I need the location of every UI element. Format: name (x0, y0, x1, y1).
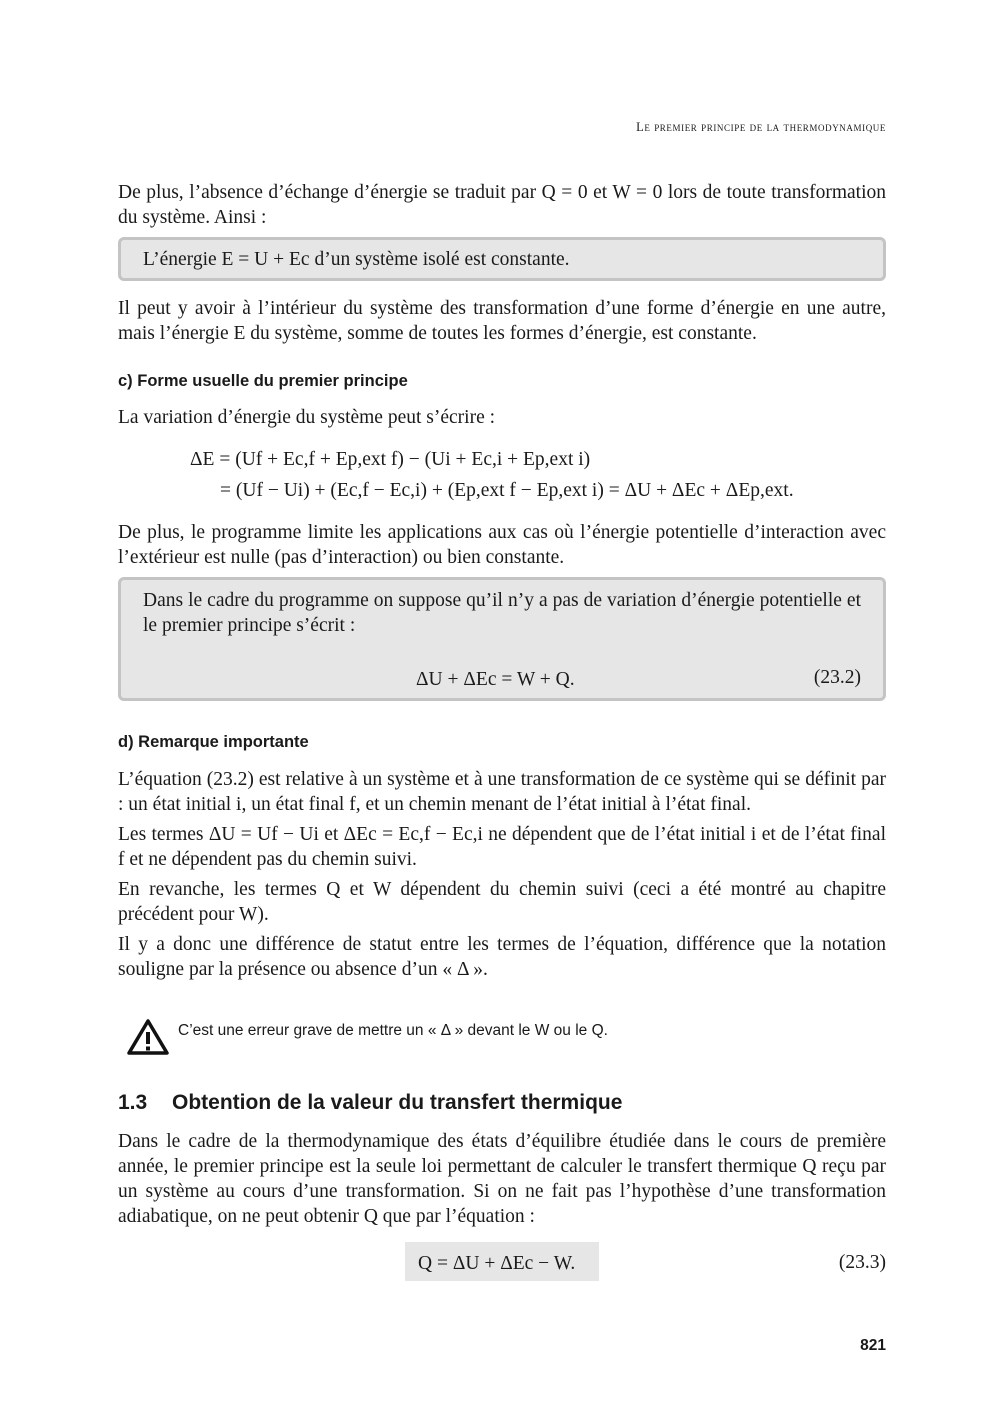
highlight-box-isolated-energy (118, 237, 886, 281)
equation-number-23-3: (23.3) (838, 1252, 886, 1273)
paragraph-path-dependent: En revanche, les termes Q et W dépendent du chemin suivi (ceci a été montré au chapitre précédent pour W). (118, 879, 886, 925)
paragraph-program-limits: De plus, le programme limite les applications aux cas où l’énergie potentielle d’interaction avec l’extérieur est nulle (pas d’interaction) ou bien constante. (118, 522, 886, 568)
section-title: Obtention de la valeur du transfert thermique (172, 1091, 623, 1114)
equation-delta-e-line-2: = (Uf − Ui) + (Ec,f − Ec,i) + (Ep,ext f − Ep,ext i) = ΔU + ΔEc + ΔEp,ext. (220, 480, 794, 501)
equation-number-23-2: (23.2) (813, 667, 861, 688)
paragraph-energy-transformation: Il peut y avoir à l’intérieur du système des transformation d’une forme d’énergie en une autre, mais l’énergie E du système, somme de toutes les formes d’énergie, est constante. (118, 298, 886, 344)
warning-text: C’est une erreur grave de mettre un « Δ » devant le W ou le Q. (178, 1022, 608, 1039)
paragraph-equation-relative: L’équation (23.2) est relative à un système et à une transformation de ce système qui se définit par : un état initial i, un état final f, et un chemin menant de l’état initial à l’état final. (118, 769, 886, 815)
section-d-title: d) Remarque importante (118, 733, 309, 751)
section-c-title: c) Forme usuelle du premier principe (118, 372, 408, 390)
equation-delta-e-line-1: ΔE = (Uf + Ec,f + Ep,ext f) − (Ui + Ec,i + Ep,ext i) (190, 449, 591, 470)
paragraph-state-functions: Les termes ΔU = Uf − Ui et ΔEc = Ec,f − Ec,i ne dépendent que de l’état initial i et de l’état final f et ne dépendent pas du chemin suivi. (118, 824, 886, 870)
paragraph-heat-transfer: Dans le cadre de la thermodynamique des états d’équilibre étudiée dans le cours de première année, le premier principe est la seule loi permettant de calculer le transfert thermique Q reçu par un système au cours d’une transformation. Si on ne fait pas l’hypothèse d’une transformation adiabatique, on ne peut obtenir Q que par l’équation : (118, 1131, 886, 1227)
highlight-box-first-principle (118, 577, 886, 701)
first-principle-statement: Dans le cadre du programme on suppose qu’il n’y a pas de variation d’énergie potentielle et le premier principe s’écrit : (143, 590, 861, 636)
section-1-3-heading (118, 1091, 622, 1115)
paragraph-isolated-exchange: De plus, l’absence d’échange d’énergie se traduit par Q = 0 et W = 0 lors de toute transformation du système. Ainsi : (118, 182, 886, 228)
paragraph-status-difference: Il y a donc une différence de statut entre les termes de l’équation, différence que la notation souligne par la présence ou absence d’un « Δ ». (118, 934, 886, 980)
section-number: 1.3 (118, 1091, 148, 1114)
page-number: 821 (860, 1337, 886, 1354)
equation-first-principle: ΔU + ΔEc = W + Q. (416, 669, 575, 690)
warning-icon (126, 1018, 170, 1056)
equation-heat-transfer: Q = ΔU + ΔEc − W. (418, 1253, 576, 1274)
paragraph-energy-variation: La variation d’énergie du système peut s’écrire : (118, 407, 496, 428)
running-header: Le premier principe de la thermodynamique (636, 120, 886, 134)
isolated-energy-statement: L’énergie E = U + Ec d’un système isolé est constante. (143, 249, 570, 270)
